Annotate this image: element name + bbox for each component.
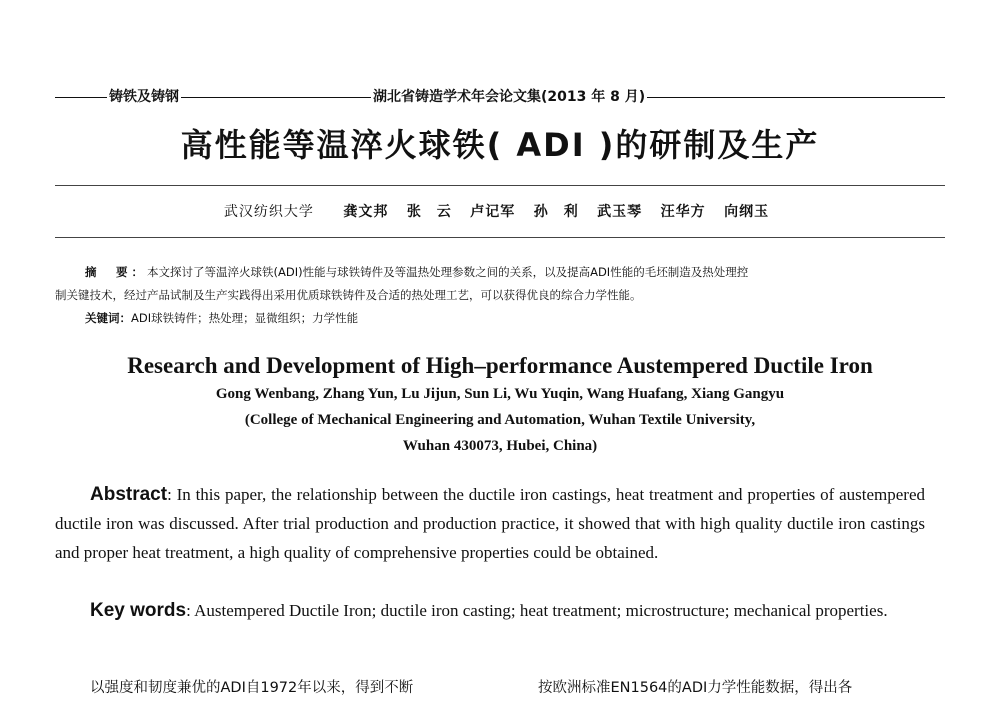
- keywords-cn-label: 关键词：: [85, 311, 131, 325]
- paper-title: 高性能等温淬火球铁( ADI )的研制及生产: [180, 126, 820, 164]
- body-left-column: 以强度和韧度兼优的ADI自1972年以来，得到不断: [90, 680, 414, 696]
- abstract-cn-label: 摘 要：: [85, 265, 147, 279]
- english-title: Research and Development of High–performance Austempered Ductile Iron: [127, 353, 873, 378]
- running-header-section: 铸铁及铸钢: [107, 86, 181, 108]
- english-affiliation-1: (College of Mechanical Engineering and Automation, Wuhan Textile University,: [244, 412, 756, 428]
- author-name: 孙 利: [533, 204, 579, 220]
- author-name: 汪华方: [660, 204, 706, 220]
- author-name: 张 云: [406, 204, 452, 220]
- author-name: 卢记军: [470, 204, 516, 220]
- author-name: 武玉琴: [597, 204, 643, 220]
- abstract-cn-text-1: 本文探讨了等温淬火球铁(ADI)性能与球铁铸件及等温热处理参数之间的关系，以及提高ADI性能的毛坯制造及热处理控: [147, 265, 749, 279]
- abstract-cn-line-2: 制关键技术，经过产品试制及生产实践得出采用优质球铁铸件及合适的热处理工艺，可以获得优良的综合力学性能。: [55, 288, 642, 302]
- body-right-column: 按欧洲标准EN1564的ADI力学性能数据，得出各: [538, 680, 853, 696]
- english-keywords-text: : Austempered Ductile Iron; ductile iron casting; heat treatment; microstructure; mechanical properties.: [186, 601, 888, 620]
- keywords-cn: [85, 308, 358, 328]
- authors-cn: [0, 200, 1000, 224]
- running-header-proceedings: 湖北省铸造学术年会论文集(2013 年 8 月): [371, 86, 647, 108]
- english-affiliation-2: Wuhan 430073, Hubei, China): [402, 438, 598, 454]
- authors-rule: [55, 237, 945, 238]
- title-rule: [55, 185, 945, 186]
- author-name: 向纲玉: [724, 204, 770, 220]
- english-keywords: [55, 596, 925, 625]
- english-keywords-label: Key words: [90, 600, 187, 621]
- keywords-cn-text: ADI球铁铸件；热处理；显微组织；力学性能: [131, 311, 359, 325]
- running-header: [55, 86, 945, 108]
- affiliation-cn: 武汉纺织大学: [223, 204, 314, 220]
- english-authors: Gong Wenbang, Zhang Yun, Lu Jijun, Sun Li, Wu Yuqin, Wang Huafang, Xiang Gangyu: [215, 386, 785, 402]
- author-name: 龚文邦: [343, 204, 389, 220]
- english-abstract-text: : In this paper, the relationship between the ductile iron castings, heat treatment and properties of austempered ductile iron was discussed. After trial production and production practice, it showed that with high quality ductile iron castings and proper heat treatment, a high quality of comprehensive properties could be obtained.: [55, 485, 925, 562]
- abstract-cn-line-1: [55, 262, 945, 282]
- english-abstract: [55, 480, 925, 567]
- english-abstract-label: Abstract: [90, 484, 168, 505]
